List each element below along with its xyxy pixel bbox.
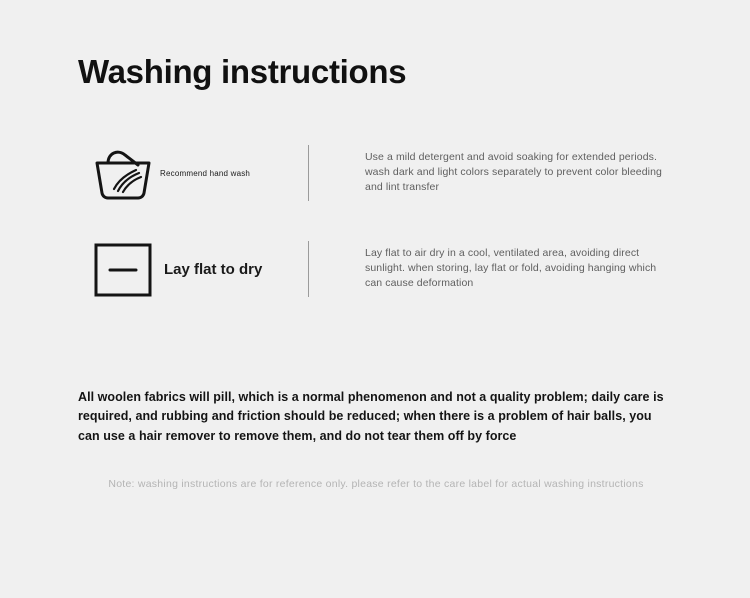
lay-flat-to-dry-icon xyxy=(92,239,154,301)
instruction-description: Lay flat to air dry in a cool, ventilated area, avoiding direct sunlight. when storing, lay flat or fold, avoiding hanging which can cause deformation xyxy=(365,247,657,290)
instruction-icon-label: Recommend hand wash xyxy=(160,169,251,179)
page-title: Washing instructions xyxy=(78,53,407,90)
instruction-icon-group xyxy=(78,236,308,304)
pilling-note: All woolen fabrics will pill, which is a normal phenomenon and not a quality problem; daily care is required, and rubbing and friction should be reduced; when there is a problem of hair balls, you can use a hair remover to remove them, and do not tear them off by force xyxy=(78,390,664,443)
instruction-description: Use a mild detergent and avoid soaking for extended periods. wash dark and light colors separately to prevent color bleeding and lint transfer xyxy=(365,151,662,194)
care-label-footnote: Note: washing instructions are for reference only. please refer to the care label for actual washing instructions xyxy=(108,478,644,490)
instruction-icon-label: Lay flat to dry xyxy=(164,261,263,278)
instruction-icon-group xyxy=(78,140,308,208)
instruction-row xyxy=(78,236,672,304)
instruction-row xyxy=(78,140,672,208)
hand-wash-basin-icon xyxy=(92,143,154,205)
